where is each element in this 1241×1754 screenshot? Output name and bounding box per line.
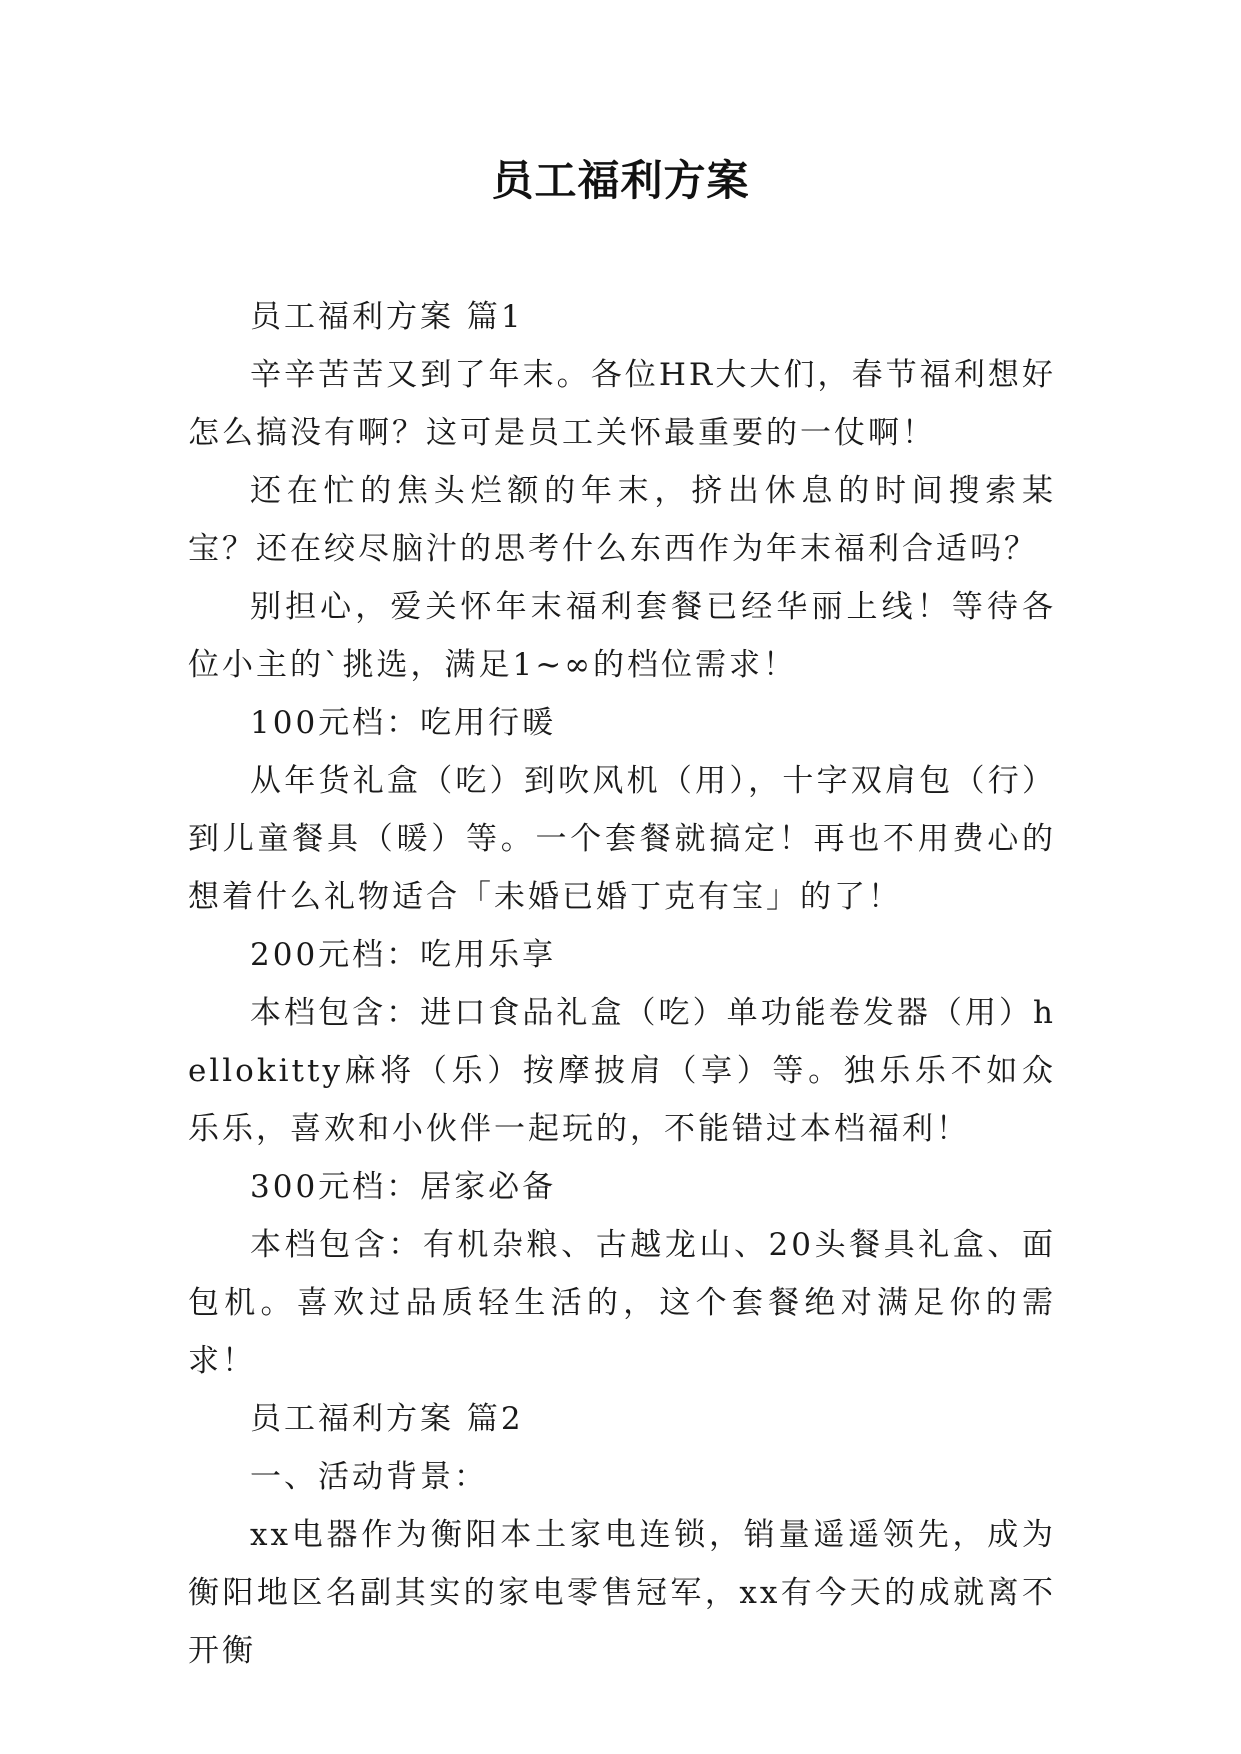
paragraph: 别担心，爱关怀年末福利套餐已经华丽上线！等待各位小主的`挑选，满足1~∞的档位需求！ [188,589,1056,683]
paragraph: 从年货礼盒（吃）到吹风机（用），十字双肩包（行）到儿童餐具（暖）等。一个套餐就搞定！再也不用费心的想着什么礼物适合「未婚已婚丁克有宝」的了！ [188,763,1056,915]
paragraph: 本档包含：进口食品礼盒（吃）单功能卷发器（用）hellokitty麻将（乐）按摩披肩（享）等。独乐乐不如众乐乐，喜欢和小伙伴一起玩的，不能错过本档福利！ [188,995,1056,1147]
tier-heading-100: 100元档：吃用行暖 [250,705,557,741]
section-heading-1: 员工福利方案 篇1 [250,299,524,335]
tier-heading-300: 300元档：居家必备 [250,1169,557,1205]
paragraph: xx电器作为衡阳本土家电连锁，销量遥遥领先，成为衡阳地区名副其实的家电零售冠军，xx有今天的成就离不开衡 [188,1517,1056,1669]
document-body [188,288,1056,1680]
paragraph: 辛辛苦苦又到了年末。各位HR大大们，春节福利想好怎么搞没有啊？这可是员工关怀最重要的一仗啊！ [188,357,1056,451]
paragraph: 本档包含：有机杂粮、古越龙山、20头餐具礼盒、面包机。喜欢过品质轻生活的，这个套餐绝对满足你的需求！ [188,1227,1056,1379]
section-heading-2: 员工福利方案 篇2 [250,1401,524,1437]
tier-heading-200: 200元档：吃用乐享 [250,937,557,973]
subsection-heading: 一、活动背景： [250,1459,488,1495]
paragraph: 还在忙的焦头烂额的年末，挤出休息的时间搜索某宝？还在绞尽脑汁的思考什么东西作为年末福利合适吗？ [188,473,1056,567]
document-title: 员工福利方案 [491,156,750,205]
